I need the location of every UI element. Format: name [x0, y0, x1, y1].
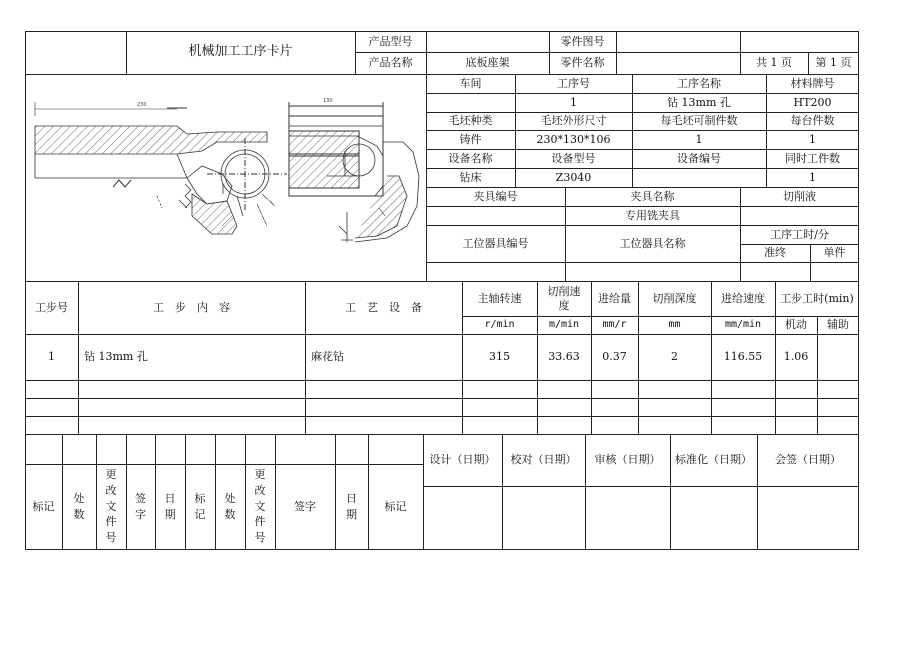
- op-no-label: 工序号: [557, 76, 590, 90]
- unit-mm: mm: [668, 318, 681, 330]
- simultaneous-value: 1: [809, 170, 816, 184]
- equip-model-value: Z3040: [555, 170, 592, 184]
- equip-name-label: 设备名称: [448, 151, 493, 165]
- blank-type-value: 铸件: [459, 132, 482, 146]
- product-name-value: 底板座架: [465, 56, 510, 70]
- equipment-header: 工 艺 设 备: [345, 300, 422, 314]
- per-machine-value: 1: [809, 132, 816, 146]
- revision-places-2-label: 处 数: [224, 491, 236, 521]
- product-model-label: 产品型号: [368, 34, 413, 48]
- op-name-value: 钻 13mm 孔: [667, 95, 731, 109]
- feed-header: 进给量: [598, 291, 631, 305]
- material-label: 材料牌号: [790, 76, 835, 90]
- step-1-depth: 2: [671, 350, 678, 364]
- blank-type-label: 毛坯种类: [448, 114, 493, 128]
- svg-text:130: 130: [323, 98, 333, 104]
- feed-speed-header: 进给速度: [721, 291, 765, 305]
- revision-places-label: 处 数: [73, 491, 85, 521]
- fixture-name-value: 专用铣夹具: [625, 208, 680, 222]
- spindle-speed-header: 主轴转速: [477, 291, 522, 305]
- unit-rpm: r/min: [484, 318, 515, 330]
- depth-header: 切削深度: [652, 291, 697, 305]
- simultaneous-label: 同时工件数: [785, 151, 840, 165]
- machine-time-header: 机动: [785, 318, 807, 332]
- product-name-label: 产品名称: [368, 56, 413, 70]
- revision-sign-2-label: 签字: [294, 499, 316, 513]
- blank-size-label: 毛坯外形尺寸: [540, 114, 607, 128]
- aux-time-header: 辅助: [827, 318, 849, 332]
- step-1-feed: 0.37: [602, 350, 627, 364]
- equip-no-label: 设备编号: [677, 151, 721, 165]
- product-model-value: [426, 31, 549, 52]
- blank-size-value: 230*130*106: [536, 132, 611, 146]
- design-date-label: 设计（日期）: [429, 453, 496, 467]
- op-no-value: 1: [570, 95, 577, 109]
- per-machine-label: 每台件数: [790, 114, 835, 128]
- coolant-label: 切削液: [783, 189, 816, 203]
- card-title: 机械加工工序卡片: [188, 44, 293, 60]
- revision-date-2-label: 日 期: [346, 491, 357, 521]
- revision-date-label: 日 期: [164, 491, 176, 521]
- cutting-speed-header: 切削速 度: [547, 284, 581, 312]
- unit-m-min: m/min: [548, 318, 580, 330]
- revision-change-doc-label: 更 改 文 件 号: [105, 467, 117, 545]
- unit-mm-r: mm/r: [602, 318, 627, 330]
- countersign-date-label: 会签（日期）: [775, 453, 841, 467]
- part-drawing-no-value: [616, 31, 740, 52]
- workshop-label: 车间: [459, 76, 482, 90]
- revision-mark-label: 标记: [32, 499, 55, 513]
- equip-model-label: 设备型号: [551, 151, 596, 165]
- workshop-value: [426, 93, 515, 112]
- total-pages: 共 1 页: [756, 56, 792, 70]
- part-name-label: 零件名称: [560, 56, 605, 70]
- per-blank-label: 每毛坯可制件数: [660, 114, 738, 128]
- step-1-content: 钻 13mm 孔: [84, 350, 148, 364]
- step-1-machine-time: 1.06: [783, 350, 809, 364]
- revision-sign-label: 签 字: [135, 491, 146, 521]
- revision-mark-3-label: 标记: [384, 499, 407, 513]
- op-time-label: 工序工时/分: [770, 227, 829, 241]
- station-tool-name-label: 工位器具名称: [619, 236, 686, 250]
- equip-name-value: 钻床: [459, 170, 482, 184]
- page-number: 第 1 页: [815, 56, 852, 70]
- part-name-value: [616, 52, 740, 74]
- unit-mm-min: mm/min: [724, 318, 762, 330]
- step-1-no: 1: [48, 350, 55, 364]
- step-time-header: 工步工时(min): [780, 291, 854, 305]
- step-1-feed-speed: 116.55: [723, 350, 763, 364]
- standard-date-label: 标准化（日期）: [675, 453, 752, 467]
- unit-time-label: 单件: [823, 246, 846, 260]
- step-1-cutting-speed: 33.63: [548, 350, 580, 364]
- revision-mark-2-label: 标 记: [194, 491, 206, 521]
- step-1-aux-time: [817, 334, 859, 380]
- op-name-label: 工序名称: [677, 76, 721, 90]
- step-1-spindle-speed: 315: [489, 350, 510, 364]
- svg-text:230: 230: [137, 102, 147, 108]
- check-date-label: 校对（日期）: [510, 453, 577, 467]
- material-value: HT200: [793, 95, 832, 109]
- step-1-equipment: 麻花钻: [311, 350, 344, 364]
- prep-time-label: 准终: [764, 246, 786, 260]
- step-no-header: 工步号: [35, 300, 68, 314]
- fixture-name-label: 夹具名称: [630, 189, 675, 203]
- step-content-header: 工 步 内 容: [153, 300, 230, 314]
- fixture-no-label: 夹具编号: [473, 189, 518, 203]
- equip-no-value: [632, 168, 766, 187]
- station-tool-no-label: 工位器具编号: [462, 236, 529, 250]
- per-blank-value: 1: [695, 132, 703, 146]
- part-drawing-no-label: 零件图号: [560, 34, 605, 48]
- review-date-label: 审核（日期）: [594, 453, 661, 467]
- part-drawing: [27, 76, 427, 281]
- revision-change-doc-2-label: 更 改 文 件 号: [254, 467, 266, 545]
